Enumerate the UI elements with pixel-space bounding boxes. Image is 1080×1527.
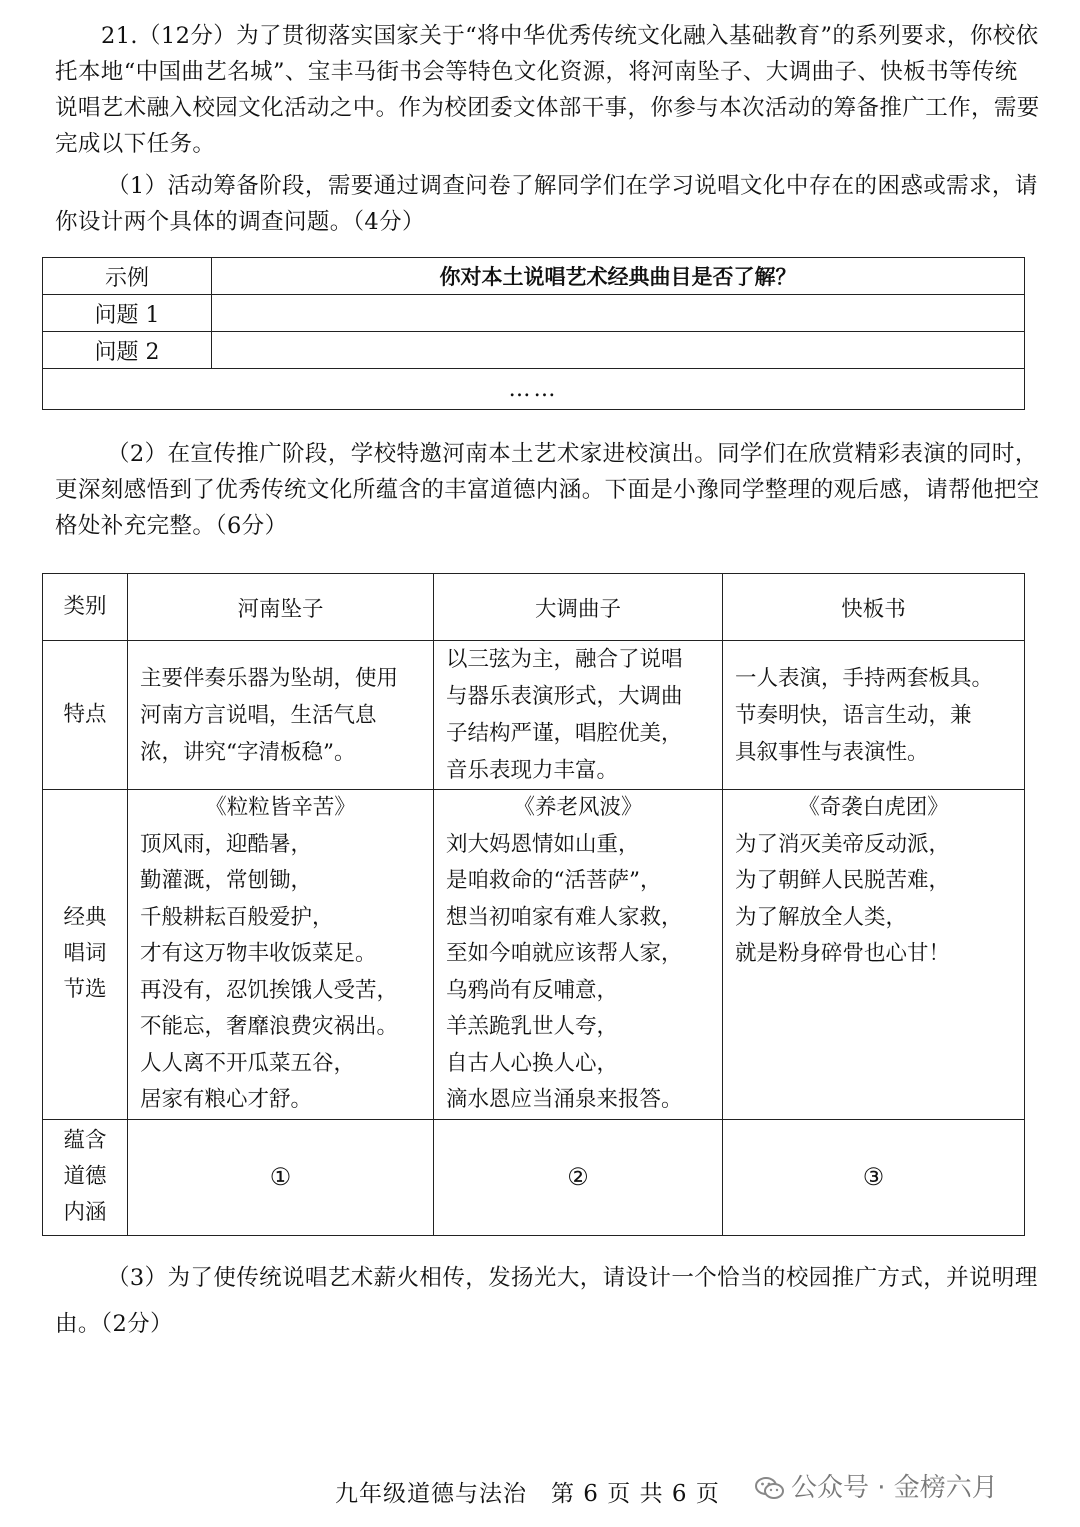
- watermark-text: 公众号 · 金榜六月: [791, 1473, 998, 1503]
- question-intro-text: 21.（12分）为了贯彻落实国家关于“将中华优秀传统文化融入基础教育”的系列要求，你校依托本地“中国曲艺名城”、宝丰马街书会等特色文化资源，将河南坠子、大调曲子、快板书等传统说唱艺术融入校园文化活动之中。作为校团委文体部干事，你参与本次活动的筹备推广工作，需要完成以下任务。: [55, 23, 1040, 157]
- part1-text: （1）活动筹备阶段，需要通过调查问卷了解同学们在学习说唱文化中存在的困惑或需求，请你设计两个具体的调查问题。（4分）: [55, 173, 1038, 235]
- question-intro: [55, 18, 1040, 162]
- moral-row: [43, 1119, 1025, 1235]
- q1-label: 问题 1: [43, 295, 212, 332]
- culture-header-row: [43, 574, 1025, 641]
- part3-text: （3）为了使传统说唱艺术薪火相传，发扬光大，请设计一个恰当的校园推广方式，并说明理由。（2分）: [55, 1265, 1038, 1337]
- col-dadiao-quzi: 大调曲子: [434, 574, 723, 641]
- lyrics-dadiao-title: 《养老风波》: [513, 795, 643, 820]
- feature-henan: 主要伴奏乐器为坠胡，使用 河南方言说唱，生活气息 浓，讲究“字清板稳”。: [128, 641, 434, 790]
- page-footer: 九年级道德与法治 第 6 页 共 6 页: [335, 1481, 720, 1507]
- survey-row-q1: [43, 295, 1025, 332]
- ellipsis: ……: [43, 369, 1025, 410]
- moral-label: 蕴含 道德 内涵: [43, 1119, 128, 1235]
- watermark: [755, 1467, 998, 1504]
- survey-row-example: [43, 258, 1025, 295]
- culture-table: [42, 573, 1025, 1236]
- example-label: 示例: [43, 258, 212, 295]
- lyrics-row: [43, 790, 1025, 1120]
- lyrics-kuaiban-title: 《奇袭白虎团》: [798, 795, 949, 820]
- lyrics-kuaiban: 《奇袭白虎团》 为了消灭美帝反动派， 为了朝鲜人民脱苦难， 为了解放全人类， 就是粉身碎骨也心甘！: [723, 790, 1025, 1120]
- part2-text: （2）在宣传推广阶段，学校特邀河南本土艺术家进校演出。同学们在欣赏精彩表演的同时，更深刻感悟到了优秀传统文化所蕴含的丰富道德内涵。下面是小豫同学整理的观后感，请帮他把空格处补充完整。（6分）: [55, 441, 1040, 539]
- q1-answer-cell[interactable]: [212, 295, 1025, 332]
- lyrics-label: 经典 唱词 节选: [43, 790, 128, 1120]
- blank-3[interactable]: ③: [723, 1119, 1025, 1235]
- blank-1[interactable]: ①: [128, 1119, 434, 1235]
- survey-row-more: [43, 369, 1025, 410]
- blank-2[interactable]: ②: [434, 1119, 723, 1235]
- feature-dadiao: 以三弦为主，融合了说唱 与器乐表演形式，大调曲 子结构严谨，唱腔优美， 音乐表现力丰富。: [434, 641, 723, 790]
- wechat-icon: [755, 1476, 785, 1500]
- feature-kuaiban: 一人表演，手持两套板具。 节奏明快，语言生动，兼 具叙事性与表演性。: [723, 641, 1025, 790]
- lyrics-henan-title: 《粒粒皆辛苦》: [205, 795, 356, 820]
- col-henan-zhuizi: 河南坠子: [128, 574, 434, 641]
- survey-row-q2: [43, 332, 1025, 369]
- col-kuaibanshu: 快板书: [723, 574, 1025, 641]
- feature-row: [43, 641, 1025, 790]
- feature-label: 特点: [43, 641, 128, 790]
- category-header: 类别: [43, 574, 128, 641]
- q2-answer-cell[interactable]: [212, 332, 1025, 369]
- lyrics-dadiao: 《养老风波》 刘大妈恩情如山重， 是咱救命的“活菩萨”， 想当初咱家有难人家救， 至如今咱就应该帮人家， 乌鸦尚有反哺意， 羊羔跪乳世人夸， 自古人心换人心， 滴水恩应当涌泉来报答。: [434, 790, 723, 1120]
- q2-label: 问题 2: [43, 332, 212, 369]
- example-question: 你对本土说唱艺术经典曲目是否了解？: [212, 258, 1025, 295]
- survey-table: [42, 257, 1025, 410]
- lyrics-henan: 《粒粒皆辛苦》 顶风雨，迎酷暑， 勤灌溉，常刨锄， 千般耕耘百般爱护， 才有这万物丰收饭菜足。 再没有，忍饥挨饿人受苦， 不能忘，奢靡浪费灾祸出。 人人离不开瓜菜五谷， 居家有粮心才舒。: [128, 790, 434, 1120]
